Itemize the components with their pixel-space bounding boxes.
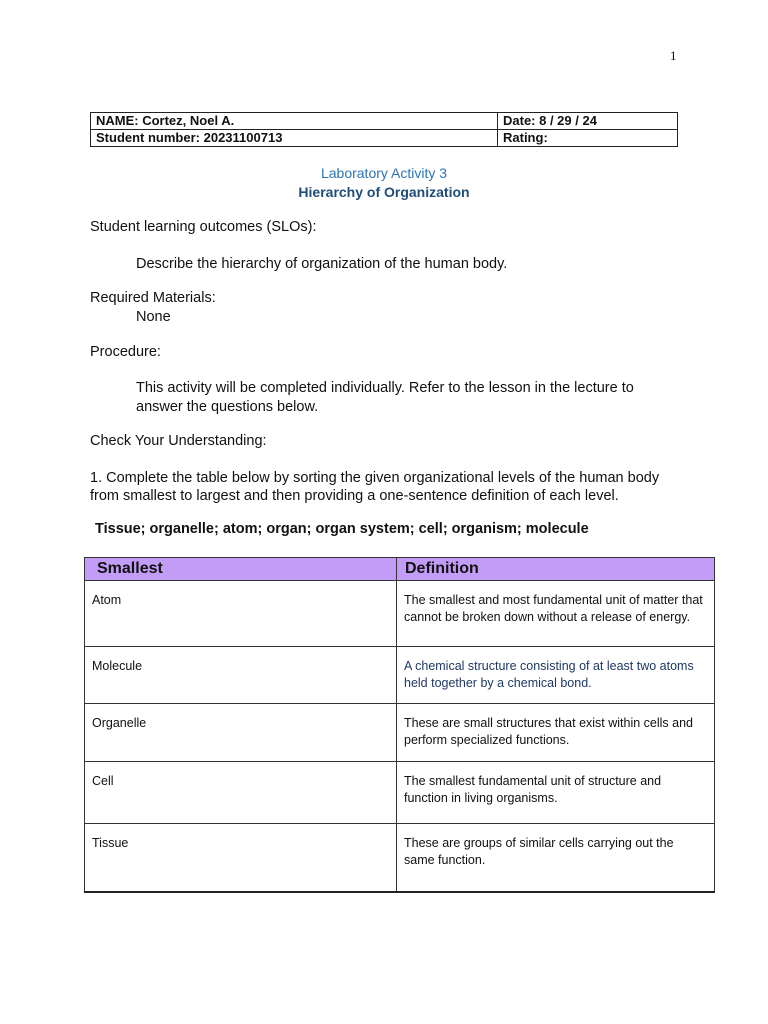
organizational-levels-list: Tissue; organelle; atom; organ; organ system; cell; organism; molecule	[95, 521, 589, 537]
table-row	[85, 824, 715, 893]
materials-item: None	[136, 309, 171, 325]
level-cell: Atom	[85, 581, 397, 647]
procedure-heading: Procedure:	[90, 344, 161, 360]
student-name: NAME: Cortez, Noel A.	[91, 113, 498, 130]
table-row	[85, 647, 715, 704]
level-cell: Cell	[85, 762, 397, 824]
table-row	[85, 581, 715, 647]
rating: Rating:	[498, 130, 678, 147]
slo-item: Describe the hierarchy of organization of the human body.	[136, 256, 508, 272]
activity-title: Laboratory Activity 3	[320, 165, 448, 181]
materials-heading: Required Materials:	[90, 290, 216, 306]
definition-cell: These are groups of similar cells carrying out the same function.	[397, 824, 715, 893]
column-header-smallest: Smallest	[85, 558, 397, 581]
activity-subtitle: Hierarchy of Organization	[298, 184, 470, 200]
level-cell: Tissue	[85, 824, 397, 893]
definition-cell: The smallest fundamental unit of structure and function in living organisms.	[397, 762, 715, 824]
student-info-table	[90, 112, 678, 147]
level-cell: Organelle	[85, 704, 397, 762]
check-heading: Check Your Understanding:	[90, 433, 267, 449]
level-cell: Molecule	[85, 647, 397, 704]
definition-cell: These are small structures that exist within cells and perform specialized functions.	[397, 704, 715, 762]
date: Date: 8 / 29 / 24	[498, 113, 678, 130]
hierarchy-table	[84, 557, 715, 893]
column-header-definition: Definition	[397, 558, 715, 581]
slo-heading: Student learning outcomes (SLOs):	[90, 219, 317, 235]
definition-cell: A chemical structure consisting of at least two atoms held together by a chemical bond.	[397, 647, 715, 704]
procedure-item: This activity will be completed individually. Refer to the lesson in the lecture to answer the questions below.	[136, 380, 634, 415]
student-number: Student number: 20231100713	[91, 130, 498, 147]
table-row	[85, 704, 715, 762]
table-row	[85, 762, 715, 824]
page-number: 1	[670, 48, 677, 63]
table-header-row	[85, 558, 715, 581]
definition-cell: The smallest and most fundamental unit of matter that cannot be broken down without a release of energy.	[397, 581, 715, 647]
question-text: 1. Complete the table below by sorting the given organizational levels of the human body from smallest to largest and then providing a one-sentence definition of each level.	[90, 470, 660, 504]
